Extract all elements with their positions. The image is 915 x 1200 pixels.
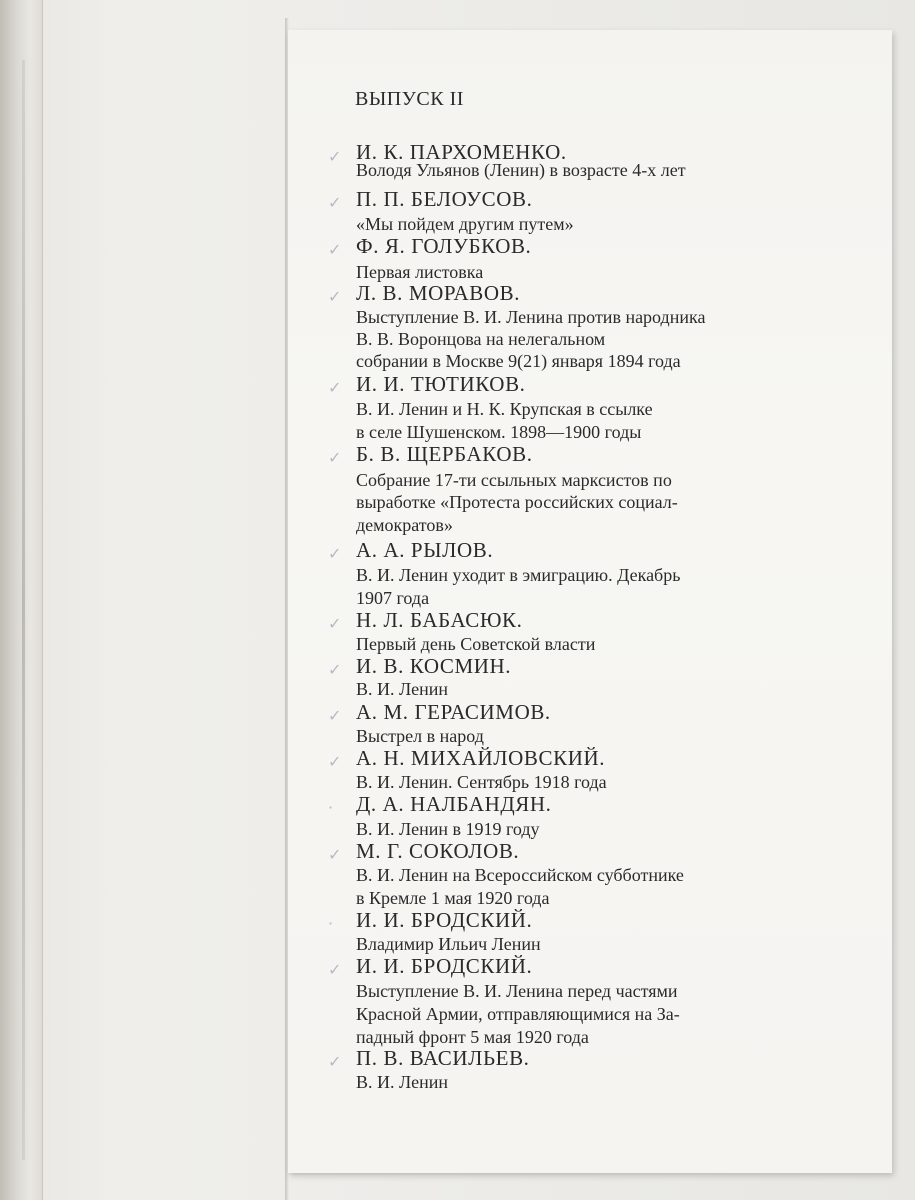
check-mark-icon: ✓ [328,752,342,771]
entry-author: Б. В. ЩЕРБАКОВ. [356,442,533,466]
entry-work: В. И. Ленин [356,1072,448,1092]
entry-work: Первый день Советской власти [356,634,596,654]
entry-work: Выступление В. И. Ленина перед частями [356,981,678,1001]
entry-work: Владимир Ильич Ленин [356,934,541,954]
entry-work: 1907 года [356,588,430,608]
entry-work: падный фронт 5 мая 1920 года [356,1027,589,1047]
entry-author: П. П. БЕЛОУСОВ. [356,187,533,211]
entry-author: А. М. ГЕРАСИМОВ. [356,700,551,724]
entry-author: А. А. РЫЛОВ. [356,538,494,562]
check-mark-icon: ✓ [328,287,342,306]
check-mark-icon: ✓ [328,660,342,679]
entry-author: И. И. БРОДСКИЙ. [356,954,533,978]
check-mark-icon: ✓ [328,193,342,212]
entry-work: Собрание 17-ти ссыльных марксистов по [356,470,672,490]
entry-work: выработке «Протеста российских социал- [356,492,678,512]
entry-author: И. И. БРОДСКИЙ. [356,908,533,932]
entry-author: И. В. КОСМИН. [356,654,512,678]
entry-author: И. И. ТЮТИКОВ. [356,372,526,396]
check-mark-icon: ✓ [328,706,342,725]
entry-author: А. Н. МИХАЙЛОВСКИЙ. [356,746,606,770]
check-mark-icon: · [328,914,334,933]
entry-work: в селе Шушенском. 1898—1900 годы [356,422,642,442]
entry-work: в Кремле 1 мая 1920 года [356,888,550,908]
entry-author: М. Г. СОКОЛОВ. [356,839,520,863]
entry-work: В. И. Ленин на Всероссийском субботнике [356,865,684,885]
check-mark-icon: ✓ [328,1052,342,1071]
entry-author: П. В. ВАСИЛЬЕВ. [356,1046,530,1070]
check-mark-icon: ✓ [328,240,342,259]
check-mark-icon: ✓ [328,147,342,166]
entry-work: Выстрел в народ [356,726,484,746]
check-mark-icon: ✓ [328,448,342,467]
entry-work: В. И. Ленин и Н. К. Крупская в ссылке [356,399,653,419]
check-mark-icon: ✓ [328,845,342,864]
check-mark-icon: ✓ [328,378,342,397]
entry-work: собрании в Москве 9(21) января 1894 года [356,351,681,371]
entry-work: демократов» [356,515,453,535]
entry-work: В. И. Ленин уходит в эмиграцию. Декабрь [356,565,681,585]
entry-work: В. И. Ленин. Сентябрь 1918 года [356,772,607,792]
entry-work: «Мы пойдем другим путем» [356,214,574,234]
entry-work: Выступление В. И. Ленина против народника [356,307,706,327]
entry-author: Н. Л. БАБАСЮК. [356,608,523,632]
check-mark-icon: ✓ [328,960,342,979]
entry-author: Д. А. НАЛБАНДЯН. [356,792,552,816]
entry-work: В. В. Воронцова на нелегальном [356,329,606,349]
entry-work: В. И. Ленин [356,679,448,699]
check-mark-icon: · [328,798,334,817]
entry-work: В. И. Ленин в 1919 году [356,819,540,839]
entry-author: Ф. Я. ГОЛУБКОВ. [356,234,532,258]
issue-title: ВЫПУСК II [355,88,464,110]
binding-crease [22,60,25,1160]
entry-work: Первая листовка [356,262,484,282]
check-mark-icon: ✓ [328,544,342,563]
entry-author: И. К. ПАРХОМЕНКО. [356,140,567,164]
entry-work: Володя Ульянов (Ленин) в возрасте 4-х лет [356,160,686,180]
entry-author: Л. В. МОРАВОВ. [356,281,521,305]
check-mark-icon: ✓ [328,614,342,633]
entry-work: Красной Армии, отправляющимися на За- [356,1004,680,1024]
